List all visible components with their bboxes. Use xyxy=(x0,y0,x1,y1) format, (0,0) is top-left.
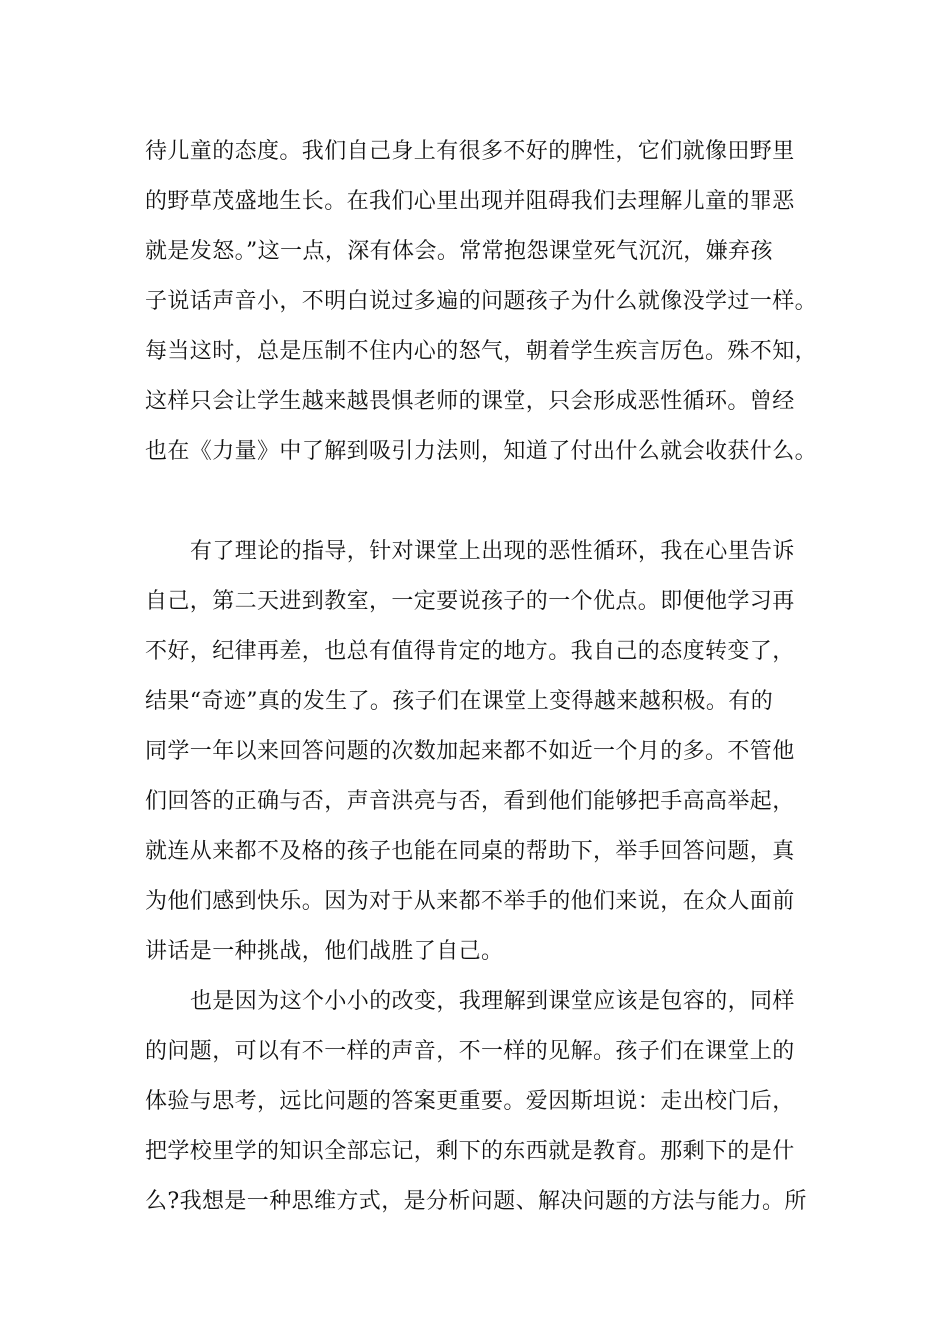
text-line: 的野草茂盛地生长。在我们心里出现并阻碍我们去理解儿童的罪恶 xyxy=(145,189,795,214)
text-line: 把学校里学的知识全部忘记，剩下的东西就是教育。那剩下的是什 xyxy=(145,1139,795,1164)
text-line: 就连从来都不及格的孩子也能在同桌的帮助下，举手回答问题，真 xyxy=(145,839,795,864)
text-line: 么?我想是一种思维方式，是分析问题、解决问题的方法与能力。所 xyxy=(145,1189,807,1214)
text-line: 的问题，可以有不一样的声音，不一样的见解。孩子们在课堂上的 xyxy=(145,1039,795,1064)
text-line: 子说话声音小，不明白说过多遍的问题孩子为什么就像没学过一样。 xyxy=(145,289,818,314)
text-line: 们回答的正确与否，声音洪亮与否，看到他们能够把手高高举起， xyxy=(145,789,795,814)
text-line: 自己，第二天进到教室，一定要说孩子的一个优点。即便他学习再 xyxy=(145,589,795,614)
text-line: 这样只会让学生越来越畏惧老师的课堂，只会形成恶性循环。曾经 xyxy=(145,389,795,414)
text-line: 也在《力量》中了解到吸引力法则，知道了付出什么就会收获什么。 xyxy=(145,439,818,464)
text-line: 每当这时，总是压制不住内心的怒气，朝着学生疾言厉色。殊不知， xyxy=(145,339,818,364)
text-line: 就是发怒。”这一点，深有体会。常常抱怨课堂死气沉沉，嫌弃孩 xyxy=(145,239,773,264)
paragraph-first-line: 也是因为这个小小的改变，我理解到课堂应该是包容的，同样 xyxy=(190,989,795,1014)
text-line: 同学一年以来回答问题的次数加起来都不如近一个月的多。不管他 xyxy=(145,739,795,764)
paragraph-first-line: 有了理论的指导，针对课堂上出现的恶性循环，我在心里告诉 xyxy=(190,539,795,564)
text-line: 为他们感到快乐。因为对于从来都不举手的他们来说，在众人面前 xyxy=(145,889,795,914)
text-line: 不好，纪律再差，也总有值得肯定的地方。我自己的态度转变了， xyxy=(145,639,795,664)
text-line: 结果“奇迹”真的发生了。孩子们在课堂上变得越来越积极。有的 xyxy=(145,689,774,714)
text-line: 体验与思考，远比问题的答案更重要。爱因斯坦说：走出校门后， xyxy=(145,1089,795,1114)
text-line: 待儿童的态度。我们自己身上有很多不好的脾性，它们就像田野里 xyxy=(145,139,795,164)
text-line: 讲话是一种挑战，他们战胜了自己。 xyxy=(145,939,504,964)
